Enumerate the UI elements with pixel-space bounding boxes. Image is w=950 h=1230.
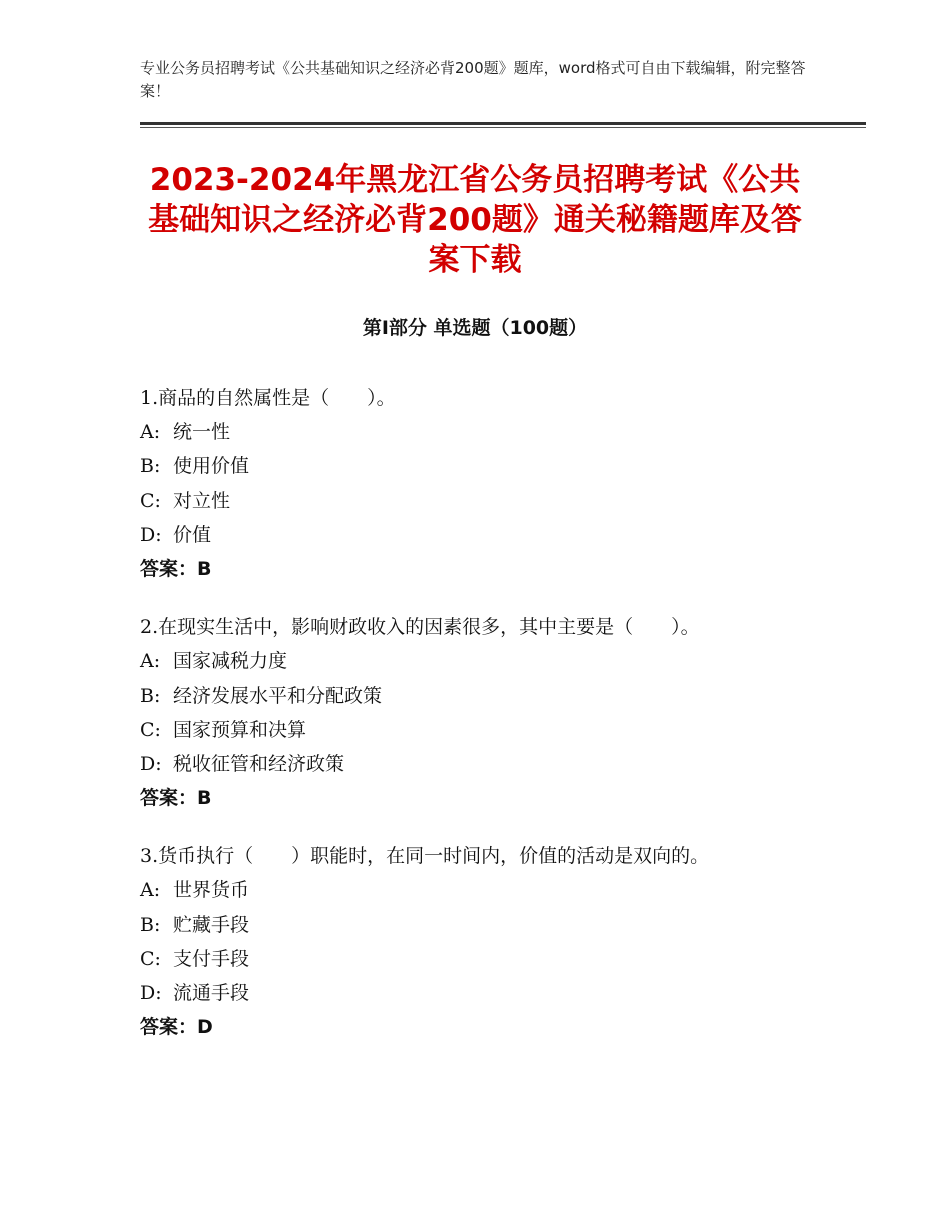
option-text: 支付手段: [173, 947, 250, 970]
option-text: 经济发展水平和分配政策: [173, 684, 383, 707]
option-key: C:: [140, 718, 161, 741]
option-d: [140, 747, 840, 781]
option-key: D:: [140, 523, 162, 546]
question-list: [140, 381, 840, 1068]
option-b: [140, 679, 840, 713]
option-b: [140, 908, 840, 942]
option-key: C:: [140, 947, 161, 970]
option-text: 国家预算和决算: [173, 718, 307, 741]
answer-line: 答案：D: [140, 1016, 213, 1039]
document-title: 2023-2024年黑龙江省公务员招聘考试《公共基础知识之经济必背200题》通关秘籍题库及答案下载: [148, 162, 802, 278]
question-stem: 1.商品的自然属性是（ ）。: [140, 387, 396, 409]
option-key: B:: [140, 913, 161, 936]
option-text: 世界货币: [173, 879, 250, 902]
option-d: [140, 976, 840, 1010]
option-text: 贮藏手段: [173, 913, 250, 936]
answer-line: 答案：B: [140, 787, 212, 810]
question-stem: 3.货币执行（ ）职能时，在同一时间内，价值的活动是双向的。: [140, 845, 710, 868]
option-c: [140, 942, 840, 976]
question-1: [140, 381, 840, 586]
option-key: D:: [140, 982, 162, 1004]
option-c: [140, 713, 840, 747]
option-a: [140, 644, 840, 678]
option-key: D:: [140, 752, 162, 775]
question-stem: 2.在现实生活中，影响财政收入的因素很多，其中主要是（ ）。: [140, 616, 700, 639]
option-text: 国家减税力度: [173, 650, 288, 673]
section-title: 第Ⅰ部分 单选题（100题）: [362, 317, 588, 339]
header-divider-thick: [140, 122, 866, 125]
option-key: A:: [140, 421, 161, 444]
option-key: B:: [140, 455, 161, 478]
question-2: [140, 610, 840, 815]
option-key: B:: [140, 684, 161, 707]
option-a: [140, 873, 840, 907]
option-b: [140, 449, 840, 483]
header-note: 专业公务员招聘考试《公共基础知识之经济必背200题》题库，word格式可自由下载编辑，附完整答案！: [140, 59, 806, 100]
option-key: A:: [140, 879, 161, 902]
question-3: [140, 839, 840, 1044]
option-text: 价值: [173, 523, 212, 546]
option-text: 税收征管和经济政策: [173, 752, 345, 775]
header-divider-thin: [140, 127, 866, 128]
option-text: 统一性: [173, 421, 231, 444]
option-a: [140, 415, 840, 449]
answer-line: 答案：B: [140, 557, 212, 580]
option-text: 使用价值: [173, 455, 250, 478]
option-text: 对立性: [173, 489, 231, 512]
option-key: A:: [140, 650, 161, 673]
option-key: C:: [140, 489, 161, 512]
option-c: [140, 484, 840, 518]
option-d: [140, 518, 840, 552]
option-text: 流通手段: [173, 982, 250, 1004]
